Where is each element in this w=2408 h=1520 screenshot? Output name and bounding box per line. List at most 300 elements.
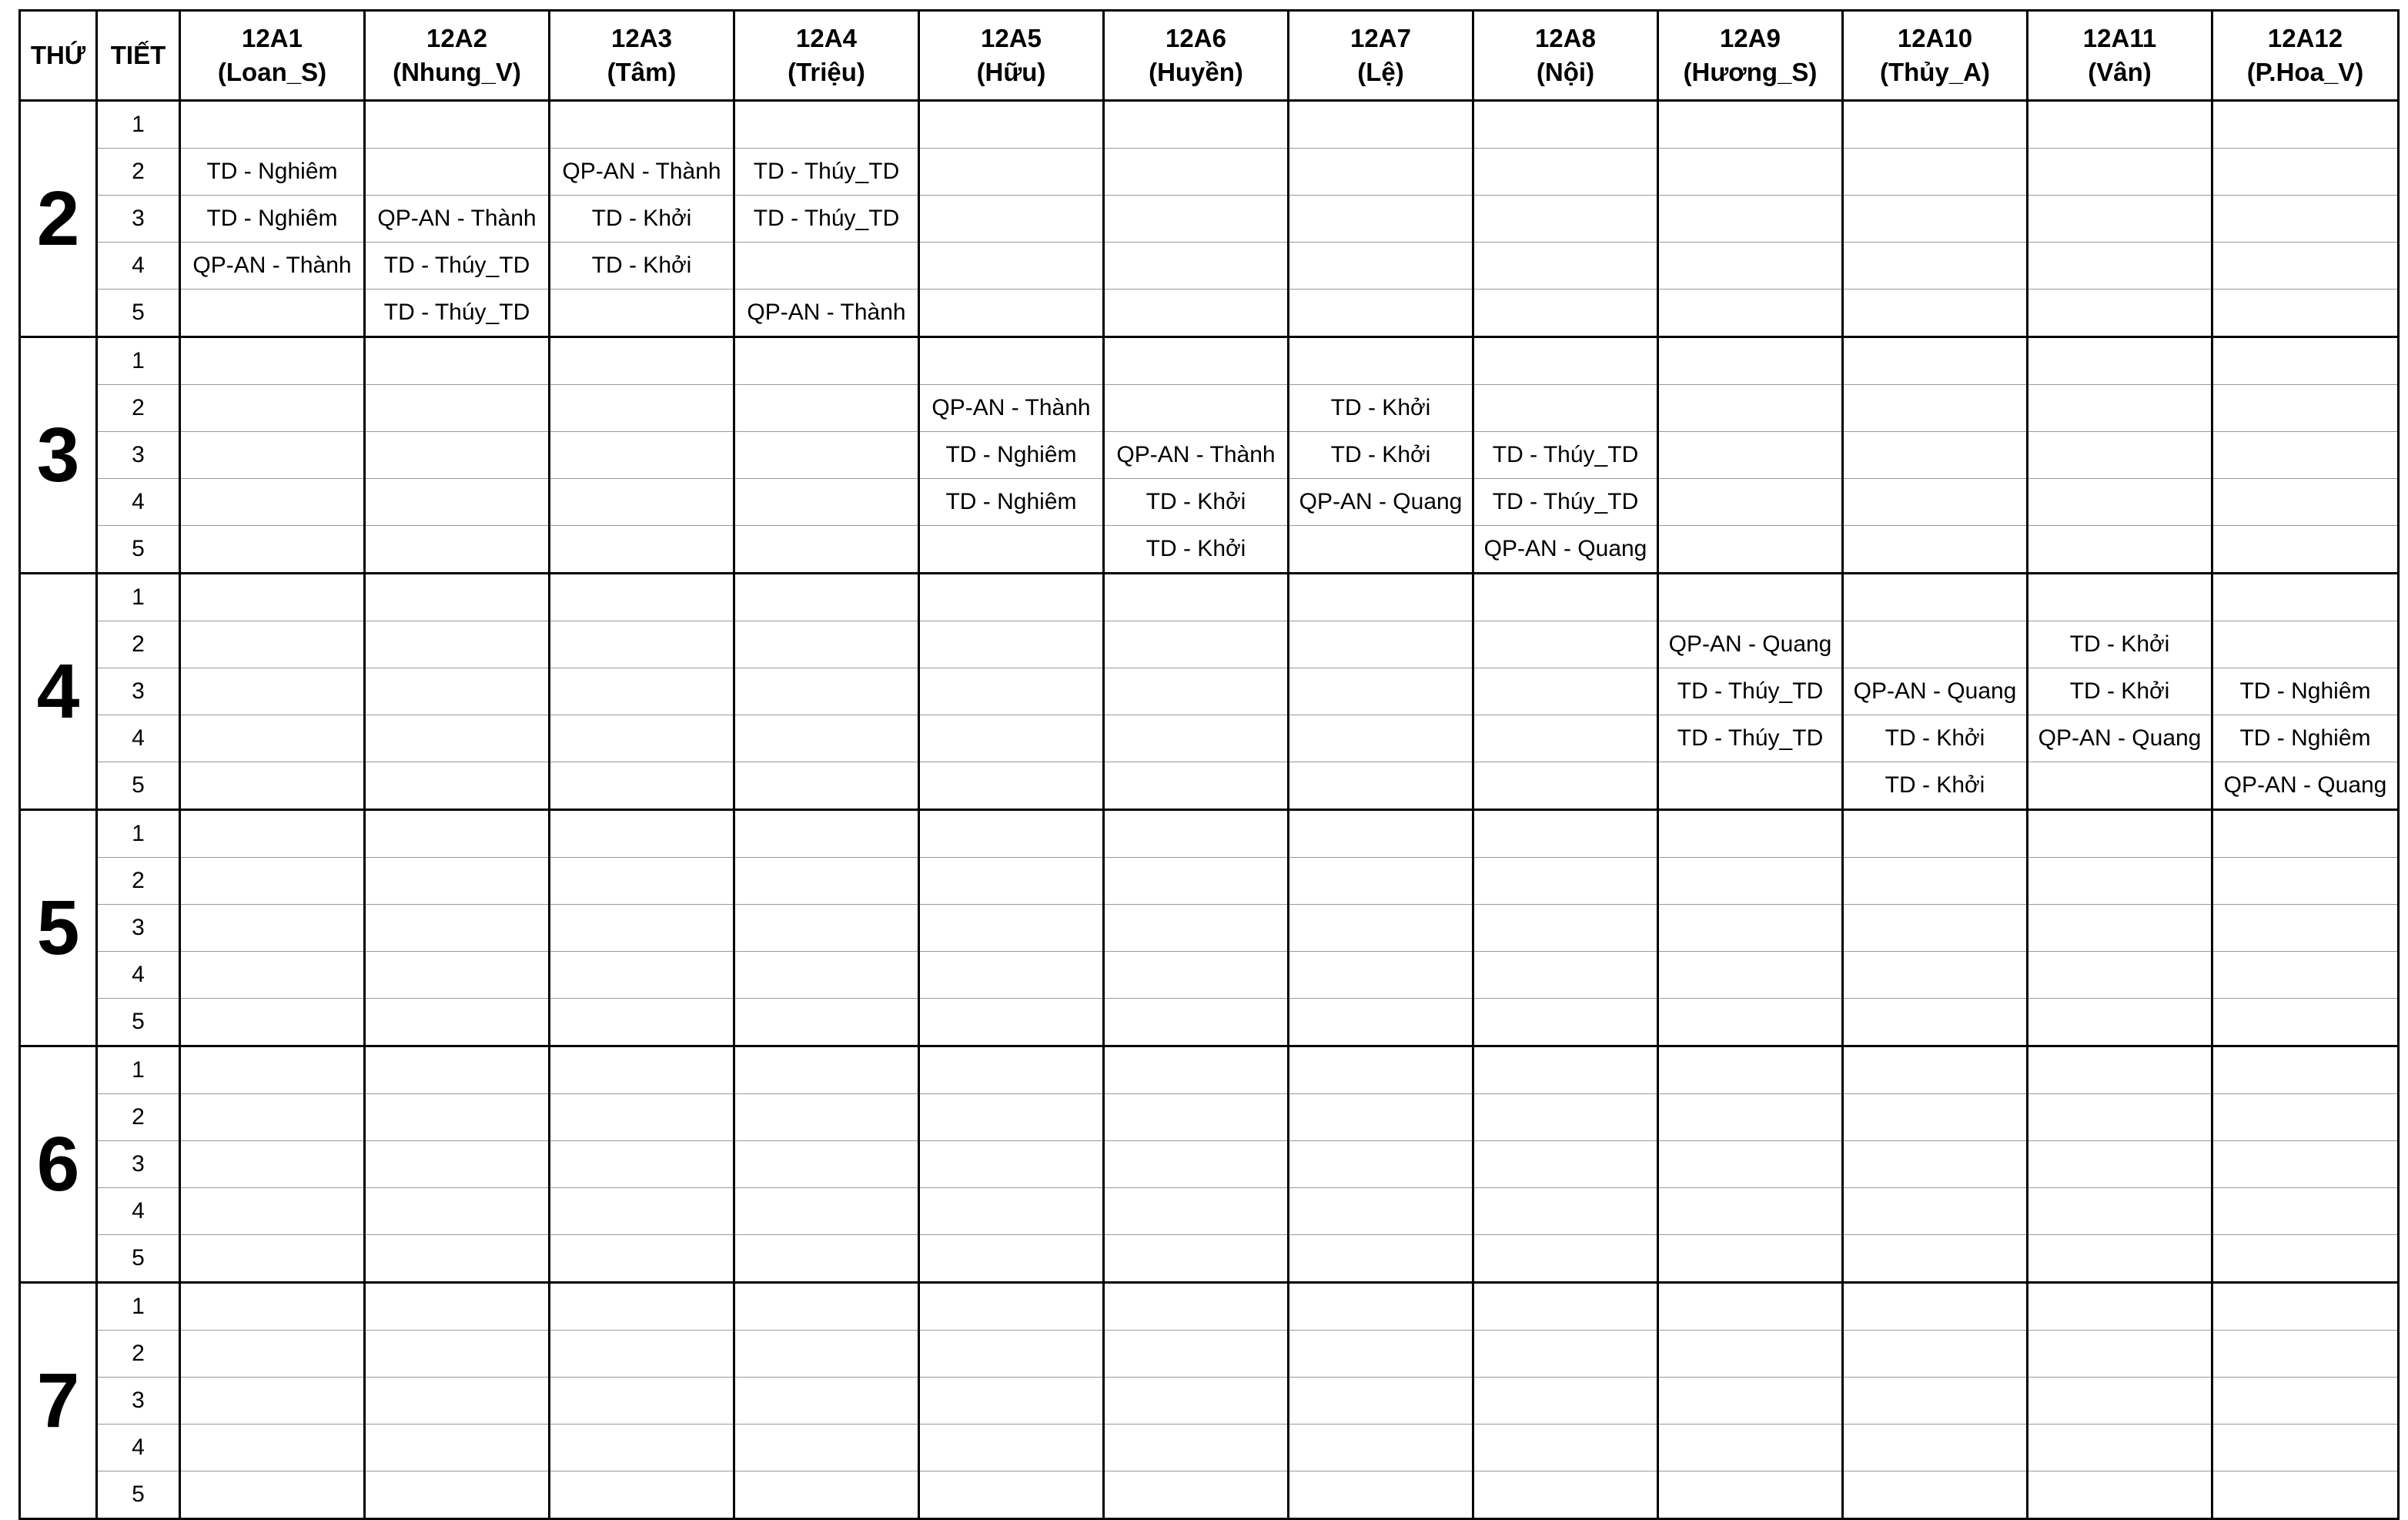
class-header — [2212, 11, 2399, 101]
period-number: 2 — [97, 858, 180, 905]
schedule-cell — [180, 668, 365, 715]
schedule-cell — [919, 1378, 1104, 1425]
schedule-cell — [550, 1331, 734, 1378]
schedule-cell — [1104, 999, 1289, 1046]
schedule-cell — [1104, 385, 1289, 432]
schedule-cell: QP-AN - Thành — [365, 196, 550, 243]
schedule-cell: QP-AN - Thành — [734, 290, 919, 337]
class-header — [1843, 11, 2028, 101]
schedule-cell — [1104, 574, 1289, 621]
schedule-cell: TD - Khởi — [550, 196, 734, 243]
period-number: 3 — [97, 905, 180, 952]
schedule-cell — [1658, 905, 1843, 952]
schedule-cell — [734, 810, 919, 858]
schedule-cell — [365, 858, 550, 905]
schedule-cell — [1104, 101, 1289, 149]
schedule-cell: QP-AN - Quang — [2212, 762, 2399, 810]
day-label: 7 — [20, 1283, 97, 1519]
schedule-cell — [1658, 1046, 1843, 1094]
schedule-cell: QP-AN - Thành — [1104, 432, 1289, 479]
schedule-cell — [1473, 1235, 1658, 1283]
schedule-cell — [2028, 999, 2212, 1046]
schedule-cell — [1104, 1471, 1289, 1519]
schedule-cell — [365, 432, 550, 479]
schedule-cell — [180, 1471, 365, 1519]
schedule-cell — [1658, 1188, 1843, 1235]
schedule-cell — [2028, 196, 2212, 243]
schedule-cell — [1289, 574, 1473, 621]
schedule-cell — [365, 762, 550, 810]
period-number: 1 — [97, 1046, 180, 1094]
schedule-cell: TD - Thúy_TD — [734, 196, 919, 243]
schedule-cell — [180, 905, 365, 952]
period-number: 3 — [97, 432, 180, 479]
schedule-cell — [365, 1141, 550, 1188]
schedule-cell — [365, 385, 550, 432]
schedule-cell — [734, 1471, 919, 1519]
schedule-cell — [919, 1094, 1104, 1141]
schedule-cell — [1289, 243, 1473, 290]
table-row — [20, 1235, 2399, 1283]
schedule-cell — [734, 1141, 919, 1188]
schedule-cell — [1289, 101, 1473, 149]
schedule-cell — [1104, 1094, 1289, 1141]
class-header — [1289, 11, 1473, 101]
schedule-cell — [365, 715, 550, 762]
schedule-cell — [919, 149, 1104, 196]
schedule-cell — [734, 762, 919, 810]
schedule-cell — [2212, 1141, 2399, 1188]
schedule-cell — [1658, 1235, 1843, 1283]
schedule-cell — [550, 1471, 734, 1519]
class-teacher: (Loan_S) — [217, 58, 327, 86]
schedule-cell: TD - Khởi — [1289, 432, 1473, 479]
period-number: 4 — [97, 1425, 180, 1471]
table-row — [20, 196, 2399, 243]
schedule-cell — [2212, 290, 2399, 337]
schedule-cell — [2028, 1235, 2212, 1283]
class-name: 12A3 — [611, 24, 672, 52]
schedule-cell — [734, 1283, 919, 1331]
class-name: 12A10 — [1897, 24, 1973, 52]
schedule-cell — [1843, 574, 2028, 621]
schedule-cell — [1658, 149, 1843, 196]
schedule-cell — [919, 858, 1104, 905]
timetable-body — [20, 101, 2399, 1519]
period-number: 4 — [97, 243, 180, 290]
schedule-cell — [1104, 1331, 1289, 1378]
class-name: 12A12 — [2267, 24, 2343, 52]
schedule-cell — [734, 668, 919, 715]
schedule-cell: TD - Thúy_TD — [1473, 432, 1658, 479]
period-number: 4 — [97, 479, 180, 526]
table-row — [20, 526, 2399, 574]
schedule-cell: QP-AN - Quang — [1843, 668, 2028, 715]
schedule-cell — [919, 526, 1104, 574]
schedule-cell — [734, 243, 919, 290]
schedule-cell — [365, 1425, 550, 1471]
schedule-cell — [2212, 432, 2399, 479]
schedule-cell — [1473, 149, 1658, 196]
period-number: 5 — [97, 290, 180, 337]
schedule-cell — [1289, 196, 1473, 243]
period-number: 1 — [97, 337, 180, 385]
period-number: 1 — [97, 1283, 180, 1331]
schedule-cell — [1843, 1425, 2028, 1471]
schedule-cell — [2212, 479, 2399, 526]
schedule-cell — [550, 479, 734, 526]
schedule-cell: TD - Thúy_TD — [365, 290, 550, 337]
schedule-cell — [919, 1141, 1104, 1188]
schedule-cell — [180, 762, 365, 810]
schedule-cell — [919, 1471, 1104, 1519]
schedule-cell — [2212, 149, 2399, 196]
schedule-cell — [550, 1141, 734, 1188]
schedule-cell — [550, 1188, 734, 1235]
day-label: 6 — [20, 1046, 97, 1283]
schedule-cell — [550, 432, 734, 479]
schedule-cell — [1104, 762, 1289, 810]
schedule-cell — [734, 952, 919, 999]
schedule-cell — [550, 715, 734, 762]
schedule-cell — [2212, 1094, 2399, 1141]
schedule-cell — [1289, 1094, 1473, 1141]
schedule-cell — [1843, 149, 2028, 196]
table-row — [20, 479, 2399, 526]
schedule-cell — [1289, 1471, 1473, 1519]
schedule-cell — [550, 999, 734, 1046]
schedule-cell — [919, 1188, 1104, 1235]
schedule-cell — [1289, 715, 1473, 762]
schedule-cell — [1843, 621, 2028, 668]
class-name: 12A1 — [242, 24, 303, 52]
schedule-cell — [1473, 858, 1658, 905]
schedule-cell — [550, 101, 734, 149]
table-row — [20, 149, 2399, 196]
schedule-cell — [919, 101, 1104, 149]
schedule-cell: TD - Thúy_TD — [1473, 479, 1658, 526]
schedule-cell — [1104, 621, 1289, 668]
class-name: 12A7 — [1350, 24, 1411, 52]
schedule-cell: TD - Thúy_TD — [1658, 668, 1843, 715]
schedule-cell — [365, 621, 550, 668]
schedule-cell — [1843, 1094, 2028, 1141]
schedule-cell — [2028, 243, 2212, 290]
schedule-cell — [1473, 196, 1658, 243]
schedule-cell — [1289, 1235, 1473, 1283]
schedule-cell — [1658, 196, 1843, 243]
schedule-cell — [734, 574, 919, 621]
schedule-cell — [1843, 1235, 2028, 1283]
schedule-cell — [2028, 1471, 2212, 1519]
schedule-cell: TD - Thúy_TD — [365, 243, 550, 290]
schedule-cell — [1843, 1331, 2028, 1378]
schedule-cell — [1289, 1188, 1473, 1235]
schedule-cell: TD - Khởi — [1843, 715, 2028, 762]
schedule-cell — [1104, 1046, 1289, 1094]
schedule-cell — [1289, 858, 1473, 905]
schedule-cell — [180, 479, 365, 526]
schedule-cell — [1658, 858, 1843, 905]
schedule-cell: QP-AN - Thành — [180, 243, 365, 290]
schedule-cell — [919, 1425, 1104, 1471]
schedule-cell: TD - Nghiêm — [180, 149, 365, 196]
schedule-cell — [2028, 1188, 2212, 1235]
schedule-cell — [1289, 999, 1473, 1046]
schedule-cell — [1473, 621, 1658, 668]
schedule-cell — [1473, 1046, 1658, 1094]
schedule-cell — [365, 526, 550, 574]
schedule-cell — [180, 952, 365, 999]
schedule-cell — [1289, 1283, 1473, 1331]
schedule-cell — [365, 1283, 550, 1331]
schedule-cell — [365, 1046, 550, 1094]
schedule-cell — [1658, 1471, 1843, 1519]
schedule-cell: QP-AN - Thành — [550, 149, 734, 196]
schedule-cell — [919, 762, 1104, 810]
schedule-cell — [1473, 1283, 1658, 1331]
schedule-cell — [1289, 526, 1473, 574]
schedule-cell — [1473, 1331, 1658, 1378]
schedule-cell — [1289, 762, 1473, 810]
class-teacher: (Hương_S) — [1683, 58, 1818, 86]
schedule-cell — [1104, 1141, 1289, 1188]
schedule-cell — [180, 1094, 365, 1141]
schedule-cell — [180, 1331, 365, 1378]
class-header — [1658, 11, 1843, 101]
schedule-cell — [2028, 1331, 2212, 1378]
schedule-cell — [734, 526, 919, 574]
schedule-cell — [180, 526, 365, 574]
schedule-cell — [2212, 574, 2399, 621]
period-number: 1 — [97, 574, 180, 621]
schedule-cell — [2212, 196, 2399, 243]
schedule-cell — [1473, 1425, 1658, 1471]
schedule-cell — [1473, 574, 1658, 621]
schedule-cell — [1843, 1188, 2028, 1235]
schedule-cell — [2212, 526, 2399, 574]
period-number: 5 — [97, 1471, 180, 1519]
period-number: 4 — [97, 952, 180, 999]
schedule-cell — [1473, 668, 1658, 715]
schedule-cell — [1843, 432, 2028, 479]
schedule-cell — [1658, 526, 1843, 574]
schedule-cell — [365, 574, 550, 621]
table-row — [20, 337, 2399, 385]
table-row — [20, 1331, 2399, 1378]
schedule-cell — [1658, 1425, 1843, 1471]
schedule-cell — [1289, 149, 1473, 196]
schedule-cell — [1658, 1331, 1843, 1378]
schedule-cell — [1104, 149, 1289, 196]
header-row — [20, 11, 2399, 101]
schedule-cell — [1843, 243, 2028, 290]
period-number: 2 — [97, 1094, 180, 1141]
schedule-cell — [2028, 337, 2212, 385]
schedule-cell — [365, 668, 550, 715]
schedule-cell: QP-AN - Quang — [2028, 715, 2212, 762]
schedule-cell — [1473, 1378, 1658, 1425]
schedule-cell — [365, 101, 550, 149]
schedule-cell — [1104, 243, 1289, 290]
schedule-cell — [1289, 290, 1473, 337]
schedule-cell — [1473, 905, 1658, 952]
schedule-cell — [2028, 385, 2212, 432]
schedule-cell — [2028, 149, 2212, 196]
schedule-cell — [180, 810, 365, 858]
schedule-cell — [734, 1188, 919, 1235]
schedule-cell — [919, 715, 1104, 762]
schedule-cell — [2212, 1425, 2399, 1471]
schedule-cell — [180, 1141, 365, 1188]
period-number: 2 — [97, 621, 180, 668]
class-header — [919, 11, 1104, 101]
schedule-cell — [1289, 810, 1473, 858]
class-name: 12A4 — [796, 24, 857, 52]
schedule-cell — [1289, 952, 1473, 999]
schedule-cell — [1658, 810, 1843, 858]
class-header — [2028, 11, 2212, 101]
schedule-cell — [550, 621, 734, 668]
schedule-cell — [2212, 1188, 2399, 1235]
schedule-cell — [180, 1046, 365, 1094]
schedule-cell: TD - Nghiêm — [2212, 668, 2399, 715]
schedule-cell — [2212, 1471, 2399, 1519]
schedule-cell — [365, 149, 550, 196]
schedule-cell — [180, 621, 365, 668]
schedule-cell — [734, 385, 919, 432]
schedule-cell — [1104, 1188, 1289, 1235]
schedule-cell — [1104, 1283, 1289, 1331]
schedule-cell — [2028, 810, 2212, 858]
schedule-cell — [919, 1046, 1104, 1094]
period-number: 2 — [97, 149, 180, 196]
table-row — [20, 1471, 2399, 1519]
schedule-cell — [1473, 952, 1658, 999]
schedule-cell — [2028, 952, 2212, 999]
schedule-cell — [1843, 1283, 2028, 1331]
schedule-cell — [1289, 905, 1473, 952]
schedule-cell — [2212, 952, 2399, 999]
schedule-cell — [1843, 952, 2028, 999]
schedule-cell — [919, 1331, 1104, 1378]
schedule-cell — [734, 337, 919, 385]
table-row — [20, 999, 2399, 1046]
schedule-cell — [2028, 1283, 2212, 1331]
period-column-header: TIẾT — [97, 11, 180, 101]
class-name: 12A6 — [1166, 24, 1226, 52]
table-row — [20, 668, 2399, 715]
class-name: 12A11 — [2082, 24, 2157, 52]
schedule-cell — [2028, 1094, 2212, 1141]
schedule-cell — [2212, 1235, 2399, 1283]
schedule-cell — [550, 1235, 734, 1283]
schedule-cell — [1289, 621, 1473, 668]
period-number: 2 — [97, 385, 180, 432]
class-header — [1473, 11, 1658, 101]
schedule-cell — [550, 385, 734, 432]
schedule-cell — [1843, 290, 2028, 337]
schedule-cell — [919, 905, 1104, 952]
table-row — [20, 1425, 2399, 1471]
schedule-cell — [1104, 668, 1289, 715]
class-name: 12A9 — [1720, 24, 1781, 52]
schedule-cell — [2212, 1331, 2399, 1378]
schedule-cell — [180, 999, 365, 1046]
day-label: 5 — [20, 810, 97, 1046]
schedule-cell — [1473, 810, 1658, 858]
schedule-cell — [365, 1471, 550, 1519]
schedule-cell — [2028, 1378, 2212, 1425]
schedule-cell — [1658, 337, 1843, 385]
table-row — [20, 574, 2399, 621]
schedule-cell — [1843, 1046, 2028, 1094]
schedule-cell: TD - Nghiêm — [2212, 715, 2399, 762]
schedule-cell — [1289, 1331, 1473, 1378]
schedule-cell: QP-AN - Quang — [1658, 621, 1843, 668]
table-row — [20, 905, 2399, 952]
schedule-cell — [1843, 1141, 2028, 1188]
schedule-cell — [365, 479, 550, 526]
schedule-cell — [2028, 479, 2212, 526]
schedule-cell — [919, 290, 1104, 337]
period-number: 3 — [97, 196, 180, 243]
schedule-cell — [180, 1188, 365, 1235]
schedule-cell — [1658, 999, 1843, 1046]
schedule-cell — [550, 762, 734, 810]
table-row — [20, 762, 2399, 810]
table-row — [20, 432, 2399, 479]
schedule-cell — [1843, 999, 2028, 1046]
schedule-cell — [2212, 621, 2399, 668]
schedule-cell — [919, 952, 1104, 999]
schedule-cell — [919, 337, 1104, 385]
schedule-cell: TD - Thúy_TD — [1658, 715, 1843, 762]
schedule-cell — [365, 999, 550, 1046]
schedule-cell — [550, 1425, 734, 1471]
schedule-cell: QP-AN - Thành — [919, 385, 1104, 432]
class-teacher: (Vân) — [2088, 58, 2152, 86]
schedule-cell — [734, 621, 919, 668]
schedule-cell — [1843, 101, 2028, 149]
schedule-cell — [1289, 337, 1473, 385]
class-header — [365, 11, 550, 101]
schedule-cell — [365, 1235, 550, 1283]
period-number: 5 — [97, 762, 180, 810]
schedule-cell — [365, 1331, 550, 1378]
schedule-cell — [365, 1378, 550, 1425]
schedule-cell — [734, 715, 919, 762]
table-row — [20, 1141, 2399, 1188]
schedule-cell — [1473, 999, 1658, 1046]
schedule-cell — [1104, 905, 1289, 952]
schedule-cell — [2212, 858, 2399, 905]
schedule-cell — [1473, 290, 1658, 337]
class-teacher: (Huyền) — [1149, 58, 1243, 86]
schedule-cell — [1658, 290, 1843, 337]
class-teacher: (Hữu) — [976, 58, 1046, 86]
schedule-cell: TD - Khởi — [550, 243, 734, 290]
schedule-cell — [365, 905, 550, 952]
table-row — [20, 715, 2399, 762]
table-row — [20, 1283, 2399, 1331]
schedule-cell — [1473, 243, 1658, 290]
schedule-cell — [2028, 101, 2212, 149]
schedule-cell — [550, 337, 734, 385]
table-row — [20, 810, 2399, 858]
table-row — [20, 858, 2399, 905]
schedule-cell — [2028, 526, 2212, 574]
